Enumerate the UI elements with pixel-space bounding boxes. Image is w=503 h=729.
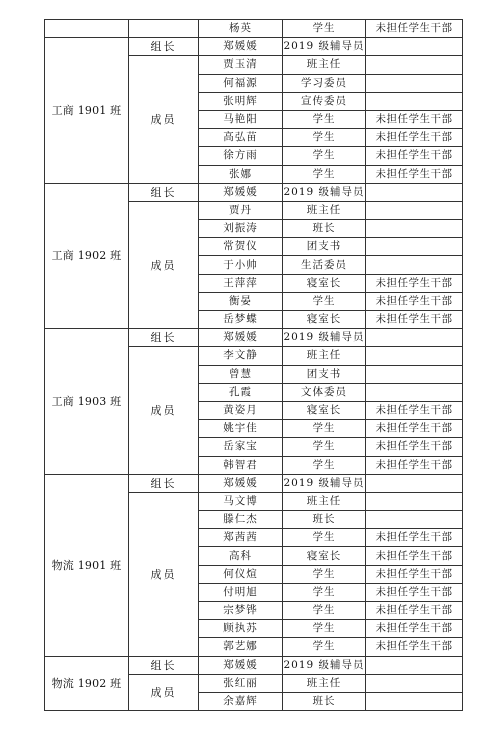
member-name: 宗梦铧 xyxy=(199,602,283,620)
cadre-status: 未担任学生干部 xyxy=(366,420,463,438)
member-name: 李文静 xyxy=(199,347,283,365)
cadre-status xyxy=(366,383,463,401)
member-role: 班主任 xyxy=(283,201,366,219)
cadre-status xyxy=(366,329,463,347)
group-label: 组长 xyxy=(129,38,199,56)
cadre-status xyxy=(366,365,463,383)
roster-table xyxy=(44,19,463,711)
member-name: 张娜 xyxy=(199,165,283,183)
member-name: 王萍萍 xyxy=(199,274,283,292)
table-row xyxy=(45,474,463,492)
member-name: 滕仁杰 xyxy=(199,511,283,529)
member-name: 岳梦蝶 xyxy=(199,311,283,329)
member-role: 团支书 xyxy=(283,365,366,383)
cadre-status: 未担任学生干部 xyxy=(366,147,463,165)
class-name: 工商 1901 班 xyxy=(45,38,129,184)
member-role: 班主任 xyxy=(283,56,366,74)
cadre-status: 未担任学生干部 xyxy=(366,529,463,547)
member-name: 韩智君 xyxy=(199,456,283,474)
member-role: 文体委员 xyxy=(283,383,366,401)
cadre-status: 未担任学生干部 xyxy=(366,165,463,183)
member-role: 学生 xyxy=(283,529,366,547)
member-role: 班长 xyxy=(283,511,366,529)
member-role: 班长 xyxy=(283,692,366,710)
member-name: 常贺仪 xyxy=(199,238,283,256)
member-name: 高科 xyxy=(199,547,283,565)
cadre-status: 未担任学生干部 xyxy=(366,292,463,310)
member-role: 学生 xyxy=(283,420,366,438)
member-role: 学生 xyxy=(283,165,366,183)
member-name: 徐方雨 xyxy=(199,147,283,165)
group-label: 组长 xyxy=(129,656,199,674)
table-row xyxy=(45,329,463,347)
roster-table-body xyxy=(45,20,463,711)
cadre-status: 未担任学生干部 xyxy=(366,401,463,419)
member-name: 张明辉 xyxy=(199,92,283,110)
member-name: 郭艺娜 xyxy=(199,638,283,656)
group-label: 组长 xyxy=(129,183,199,201)
member-role: 班主任 xyxy=(283,347,366,365)
member-name: 郑媛媛 xyxy=(199,474,283,492)
member-name: 张红丽 xyxy=(199,674,283,692)
member-role: 2019 级辅导员 xyxy=(283,656,366,674)
group-label: 成员 xyxy=(129,201,199,328)
member-name: 于小帅 xyxy=(199,256,283,274)
class-name: 工商 1902 班 xyxy=(45,183,129,329)
cadre-status: 未担任学生干部 xyxy=(366,583,463,601)
cadre-status xyxy=(366,692,463,710)
class-cell xyxy=(45,20,129,38)
cadre-status xyxy=(366,674,463,692)
member-role: 学生 xyxy=(283,638,366,656)
cadre-status xyxy=(366,656,463,674)
member-role: 学生 xyxy=(283,147,366,165)
group-label: 成员 xyxy=(129,56,199,183)
cadre-status xyxy=(366,238,463,256)
cadre-status: 未担任学生干部 xyxy=(366,438,463,456)
member-role: 学生 xyxy=(283,620,366,638)
class-name: 物流 1901 班 xyxy=(45,474,129,656)
group-label: 组长 xyxy=(129,474,199,492)
class-name: 物流 1902 班 xyxy=(45,656,129,711)
member-role: 寝室长 xyxy=(283,547,366,565)
cadre-status xyxy=(366,183,463,201)
member-name: 姚宇佳 xyxy=(199,420,283,438)
member-name: 杨英 xyxy=(199,20,283,38)
member-name: 衡晏 xyxy=(199,292,283,310)
group-label: 成员 xyxy=(129,674,199,710)
cadre-status xyxy=(366,38,463,56)
cadre-status xyxy=(366,220,463,238)
member-role: 2019 级辅导员 xyxy=(283,183,366,201)
member-role: 2019 级辅导员 xyxy=(283,38,366,56)
cadre-status xyxy=(366,347,463,365)
member-name: 刘振涛 xyxy=(199,220,283,238)
cadre-status: 未担任学生干部 xyxy=(366,110,463,128)
cadre-status xyxy=(366,201,463,219)
member-name: 余嘉辉 xyxy=(199,692,283,710)
cadre-status: 未担任学生干部 xyxy=(366,620,463,638)
cadre-status: 未担任学生干部 xyxy=(366,547,463,565)
cadre-status: 未担任学生干部 xyxy=(366,456,463,474)
cadre-status: 未担任学生干部 xyxy=(366,638,463,656)
member-role: 寝室长 xyxy=(283,274,366,292)
member-name: 郑茜茜 xyxy=(199,529,283,547)
member-role: 学生 xyxy=(283,438,366,456)
cadre-status xyxy=(366,474,463,492)
member-role: 2019 级辅导员 xyxy=(283,474,366,492)
member-name: 马艳阳 xyxy=(199,110,283,128)
member-role: 宣传委员 xyxy=(283,92,366,110)
member-name: 郑媛媛 xyxy=(199,656,283,674)
member-name: 贾丹 xyxy=(199,201,283,219)
member-name: 黄姿月 xyxy=(199,401,283,419)
member-role: 学生 xyxy=(283,110,366,128)
cadre-status xyxy=(366,92,463,110)
member-role: 学生 xyxy=(283,565,366,583)
member-role: 学生 xyxy=(283,129,366,147)
member-name: 曾慧 xyxy=(199,365,283,383)
member-role: 学习委员 xyxy=(283,74,366,92)
member-role: 2019 级辅导员 xyxy=(283,329,366,347)
cadre-status xyxy=(366,74,463,92)
member-role: 团支书 xyxy=(283,238,366,256)
member-role: 学生 xyxy=(283,583,366,601)
member-name: 孔霞 xyxy=(199,383,283,401)
class-name: 工商 1903 班 xyxy=(45,329,129,475)
cadre-status xyxy=(366,256,463,274)
cadre-status: 未担任学生干部 xyxy=(366,274,463,292)
cadre-status: 未担任学生干部 xyxy=(366,20,463,38)
table-row xyxy=(45,656,463,674)
member-name: 高弘苗 xyxy=(199,129,283,147)
group-label: 成员 xyxy=(129,492,199,656)
cadre-status xyxy=(366,56,463,74)
member-role: 生活委员 xyxy=(283,256,366,274)
member-name: 付明旭 xyxy=(199,583,283,601)
member-name: 何福源 xyxy=(199,74,283,92)
cadre-status: 未担任学生干部 xyxy=(366,129,463,147)
cadre-status: 未担任学生干部 xyxy=(366,311,463,329)
group-cell xyxy=(129,20,199,38)
member-role: 寝室长 xyxy=(283,401,366,419)
member-name: 岳家宝 xyxy=(199,438,283,456)
member-name: 郑媛媛 xyxy=(199,329,283,347)
table-row xyxy=(45,20,463,38)
member-role: 学生 xyxy=(283,20,366,38)
member-name: 郑媛媛 xyxy=(199,38,283,56)
member-role: 班长 xyxy=(283,220,366,238)
table-row xyxy=(45,38,463,56)
cadre-status: 未担任学生干部 xyxy=(366,565,463,583)
member-name: 郑媛媛 xyxy=(199,183,283,201)
member-role: 学生 xyxy=(283,456,366,474)
cadre-status: 未担任学生干部 xyxy=(366,602,463,620)
member-role: 寝室长 xyxy=(283,311,366,329)
member-role: 班主任 xyxy=(283,492,366,510)
table-row xyxy=(45,183,463,201)
member-name: 贾玉清 xyxy=(199,56,283,74)
cadre-status xyxy=(366,511,463,529)
member-name: 何仪煊 xyxy=(199,565,283,583)
member-name: 顾执苏 xyxy=(199,620,283,638)
group-label: 组长 xyxy=(129,329,199,347)
member-role: 学生 xyxy=(283,292,366,310)
group-label: 成员 xyxy=(129,347,199,474)
cadre-status xyxy=(366,492,463,510)
member-name: 马文博 xyxy=(199,492,283,510)
member-role: 班主任 xyxy=(283,674,366,692)
member-role: 学生 xyxy=(283,602,366,620)
